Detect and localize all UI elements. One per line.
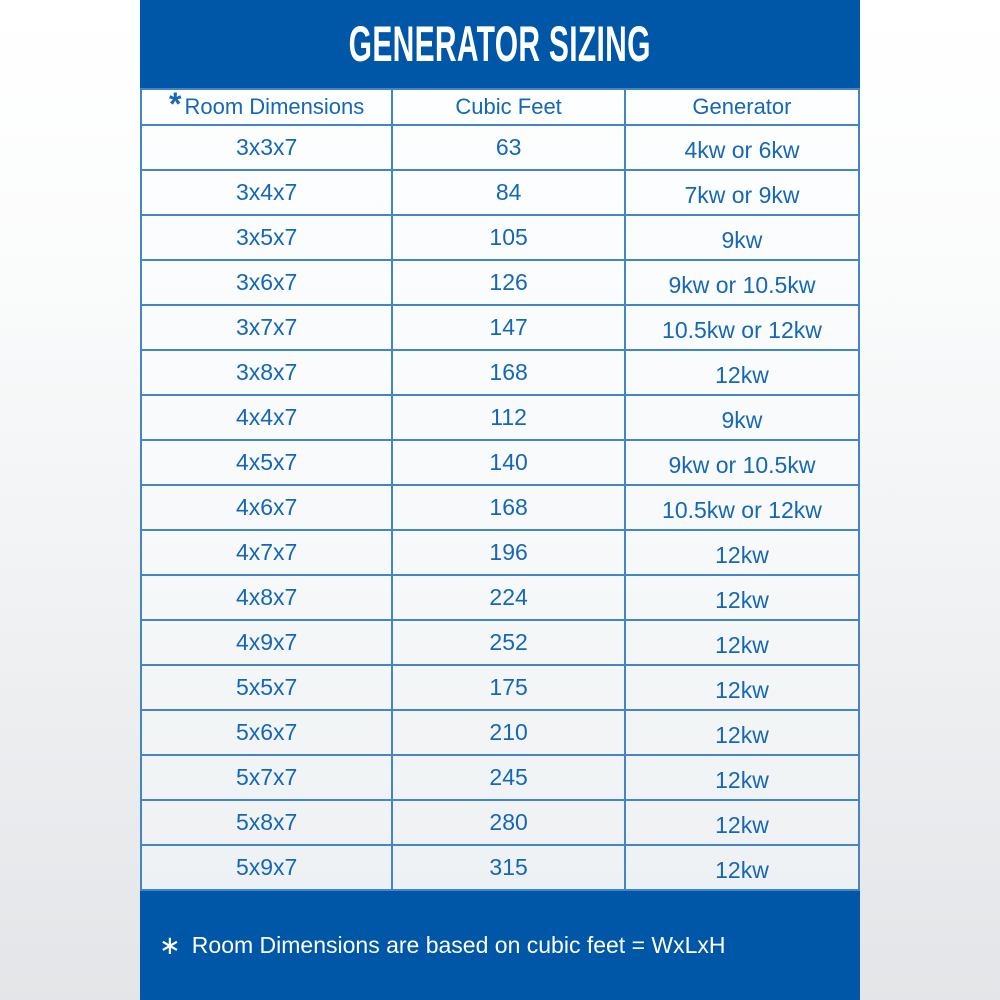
room-dimensions-cell: 5x6x7 — [141, 710, 392, 755]
generator-cell — [625, 845, 859, 890]
title-bar — [140, 0, 860, 88]
page-title: GENERATOR SIZING — [348, 16, 652, 72]
room-dimensions-cell: 4x8x7 — [141, 575, 392, 620]
asterisk-icon: ∗ — [159, 930, 181, 960]
table-row — [141, 125, 859, 170]
generator-value: 12kw — [715, 362, 769, 388]
generator-cell — [625, 350, 859, 395]
room-dimensions-cell: 5x7x7 — [141, 755, 392, 800]
cubic-feet-cell: 280 — [392, 800, 625, 845]
cubic-feet-cell: 147 — [392, 305, 625, 350]
generator-value: 12kw — [715, 542, 769, 568]
room-dimensions-cell: 4x5x7 — [141, 440, 392, 485]
table-row — [141, 260, 859, 305]
generator-cell — [625, 305, 859, 350]
generator-cell — [625, 710, 859, 755]
generator-value: 9kw or 10.5kw — [668, 452, 816, 478]
generator-value: 4kw or 6kw — [684, 137, 800, 163]
generator-value: 10.5kw or 12kw — [662, 497, 822, 523]
cubic-feet-cell: 210 — [392, 710, 625, 755]
cubic-feet-cell: 245 — [392, 755, 625, 800]
generator-value: 10.5kw or 12kw — [662, 317, 822, 343]
generator-cell — [625, 125, 859, 170]
table-row — [141, 485, 859, 530]
generator-value: 12kw — [715, 722, 769, 748]
room-dimensions-cell: 4x6x7 — [141, 485, 392, 530]
generator-cell — [625, 530, 859, 575]
generator-cell — [625, 440, 859, 485]
table-header-row — [141, 89, 859, 125]
generator-value: 12kw — [715, 812, 769, 838]
cubic-feet-cell: 126 — [392, 260, 625, 305]
room-dimensions-cell: 3x6x7 — [141, 260, 392, 305]
cubic-feet-cell: 224 — [392, 575, 625, 620]
table-row — [141, 845, 859, 890]
generator-value: 12kw — [715, 587, 769, 613]
generator-value: 9kw — [721, 407, 763, 433]
cubic-feet-cell: 105 — [392, 215, 625, 260]
generator-cell — [625, 755, 859, 800]
room-dimensions-cell: 5x5x7 — [141, 665, 392, 710]
column-header-label: Room Dimensions — [184, 94, 365, 119]
table-row — [141, 800, 859, 845]
room-dimensions-cell: 3x5x7 — [141, 215, 392, 260]
column-header-room-dimensions — [141, 89, 392, 125]
table-row — [141, 395, 859, 440]
column-header-cubic-feet: Cubic Feet — [392, 89, 625, 125]
cubic-feet-cell: 315 — [392, 845, 625, 890]
cubic-feet-cell: 140 — [392, 440, 625, 485]
table-row — [141, 575, 859, 620]
generator-sizing-panel — [140, 0, 860, 1000]
asterisk-marker: * — [169, 89, 182, 122]
room-dimensions-cell: 4x9x7 — [141, 620, 392, 665]
room-dimensions-cell: 3x3x7 — [141, 125, 392, 170]
cubic-feet-cell: 63 — [392, 125, 625, 170]
generator-cell — [625, 485, 859, 530]
generator-value: 9kw — [721, 227, 763, 253]
generator-cell — [625, 260, 859, 305]
cubic-feet-cell: 84 — [392, 170, 625, 215]
generator-cell — [625, 215, 859, 260]
generator-value: 7kw or 9kw — [684, 182, 800, 208]
table-row — [141, 215, 859, 260]
table-row — [141, 440, 859, 485]
footnote-text: Room Dimensions are based on cubic feet = WxLxH — [191, 932, 726, 958]
generator-value: 9kw or 10.5kw — [668, 272, 816, 298]
sizing-table-container — [140, 88, 860, 891]
cubic-feet-cell: 112 — [392, 395, 625, 440]
room-dimensions-cell: 3x8x7 — [141, 350, 392, 395]
room-dimensions-cell: 3x4x7 — [141, 170, 392, 215]
cubic-feet-cell: 175 — [392, 665, 625, 710]
generator-cell — [625, 575, 859, 620]
generator-cell — [625, 620, 859, 665]
cubic-feet-cell: 252 — [392, 620, 625, 665]
generator-value: 12kw — [715, 677, 769, 703]
room-dimensions-cell: 4x7x7 — [141, 530, 392, 575]
cubic-feet-cell: 168 — [392, 485, 625, 530]
table-row — [141, 665, 859, 710]
cubic-feet-cell: 196 — [392, 530, 625, 575]
table-row — [141, 755, 859, 800]
generator-cell — [625, 395, 859, 440]
generator-value: 12kw — [715, 767, 769, 793]
footnote — [140, 891, 860, 1000]
room-dimensions-cell: 5x8x7 — [141, 800, 392, 845]
generator-cell — [625, 800, 859, 845]
table-row — [141, 170, 859, 215]
table-row — [141, 620, 859, 665]
table-row — [141, 710, 859, 755]
generator-cell — [625, 170, 859, 215]
column-header-generator: Generator — [625, 89, 859, 125]
room-dimensions-cell: 4x4x7 — [141, 395, 392, 440]
generator-value: 12kw — [715, 857, 769, 883]
table-row — [141, 305, 859, 350]
room-dimensions-cell: 5x9x7 — [141, 845, 392, 890]
sizing-table — [140, 88, 860, 891]
cubic-feet-cell: 168 — [392, 350, 625, 395]
room-dimensions-cell: 3x7x7 — [141, 305, 392, 350]
generator-value: 12kw — [715, 632, 769, 658]
table-row — [141, 530, 859, 575]
table-row — [141, 350, 859, 395]
generator-cell — [625, 665, 859, 710]
